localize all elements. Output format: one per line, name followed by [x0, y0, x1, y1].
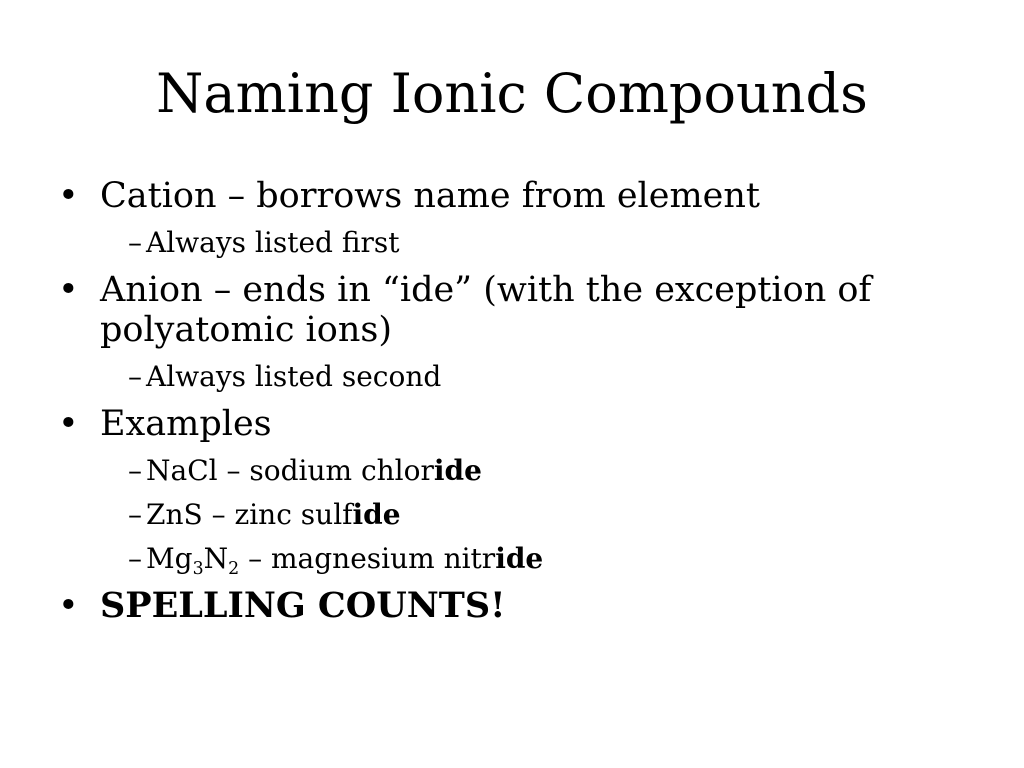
sub-bullet-cation: [58, 226, 978, 260]
formula-mg: Mg: [146, 542, 193, 575]
example-nacl: [58, 454, 978, 488]
sub-bullet-anion: [58, 360, 978, 394]
example-zns-suffix: ide: [352, 498, 401, 531]
formula-n: N: [203, 542, 229, 575]
example-mg3n2: [58, 542, 978, 580]
sub-bullet-cation-text: Always listed first: [146, 226, 400, 259]
bullet-cation-text: Cation – borrows name from element: [100, 176, 760, 216]
formula-n-subscript: 2: [228, 559, 240, 580]
bullet-spelling: [58, 586, 978, 626]
bullet-examples-text: Examples: [100, 404, 272, 444]
example-nacl-prefix: NaCl – sodium chlor: [146, 454, 434, 487]
dash-marker: –: [128, 542, 142, 575]
sub-bullet-anion-text: Always listed second: [146, 360, 442, 393]
bullet-marker: •: [58, 404, 79, 444]
example-zns-prefix: ZnS – zinc sulf: [146, 498, 353, 531]
bullet-spelling-text: SPELLING COUNTS!: [100, 585, 506, 626]
example-mg3n2-suffix: ide: [495, 542, 544, 575]
dash-marker: –: [128, 498, 142, 531]
example-mg3n2-rest: – magnesium nitr: [239, 542, 496, 575]
bullet-anion: [58, 270, 978, 350]
bullet-examples: [58, 404, 978, 444]
example-nacl-suffix: ide: [433, 454, 482, 487]
formula-mg-subscript: 3: [192, 559, 204, 580]
bullet-marker: •: [58, 176, 79, 216]
dash-marker: –: [128, 454, 142, 487]
slide-body: [58, 176, 978, 636]
slide-title: Naming Ionic Compounds: [156, 62, 868, 125]
dash-marker: –: [128, 360, 142, 393]
bullet-anion-text: Anion – ends in “ide” (with the exception of polyatomic ions): [100, 270, 872, 350]
dash-marker: –: [128, 226, 142, 259]
bullet-cation: [58, 176, 978, 216]
bullet-marker: •: [58, 270, 79, 310]
example-zns: [58, 498, 978, 532]
bullet-marker: •: [58, 586, 79, 626]
